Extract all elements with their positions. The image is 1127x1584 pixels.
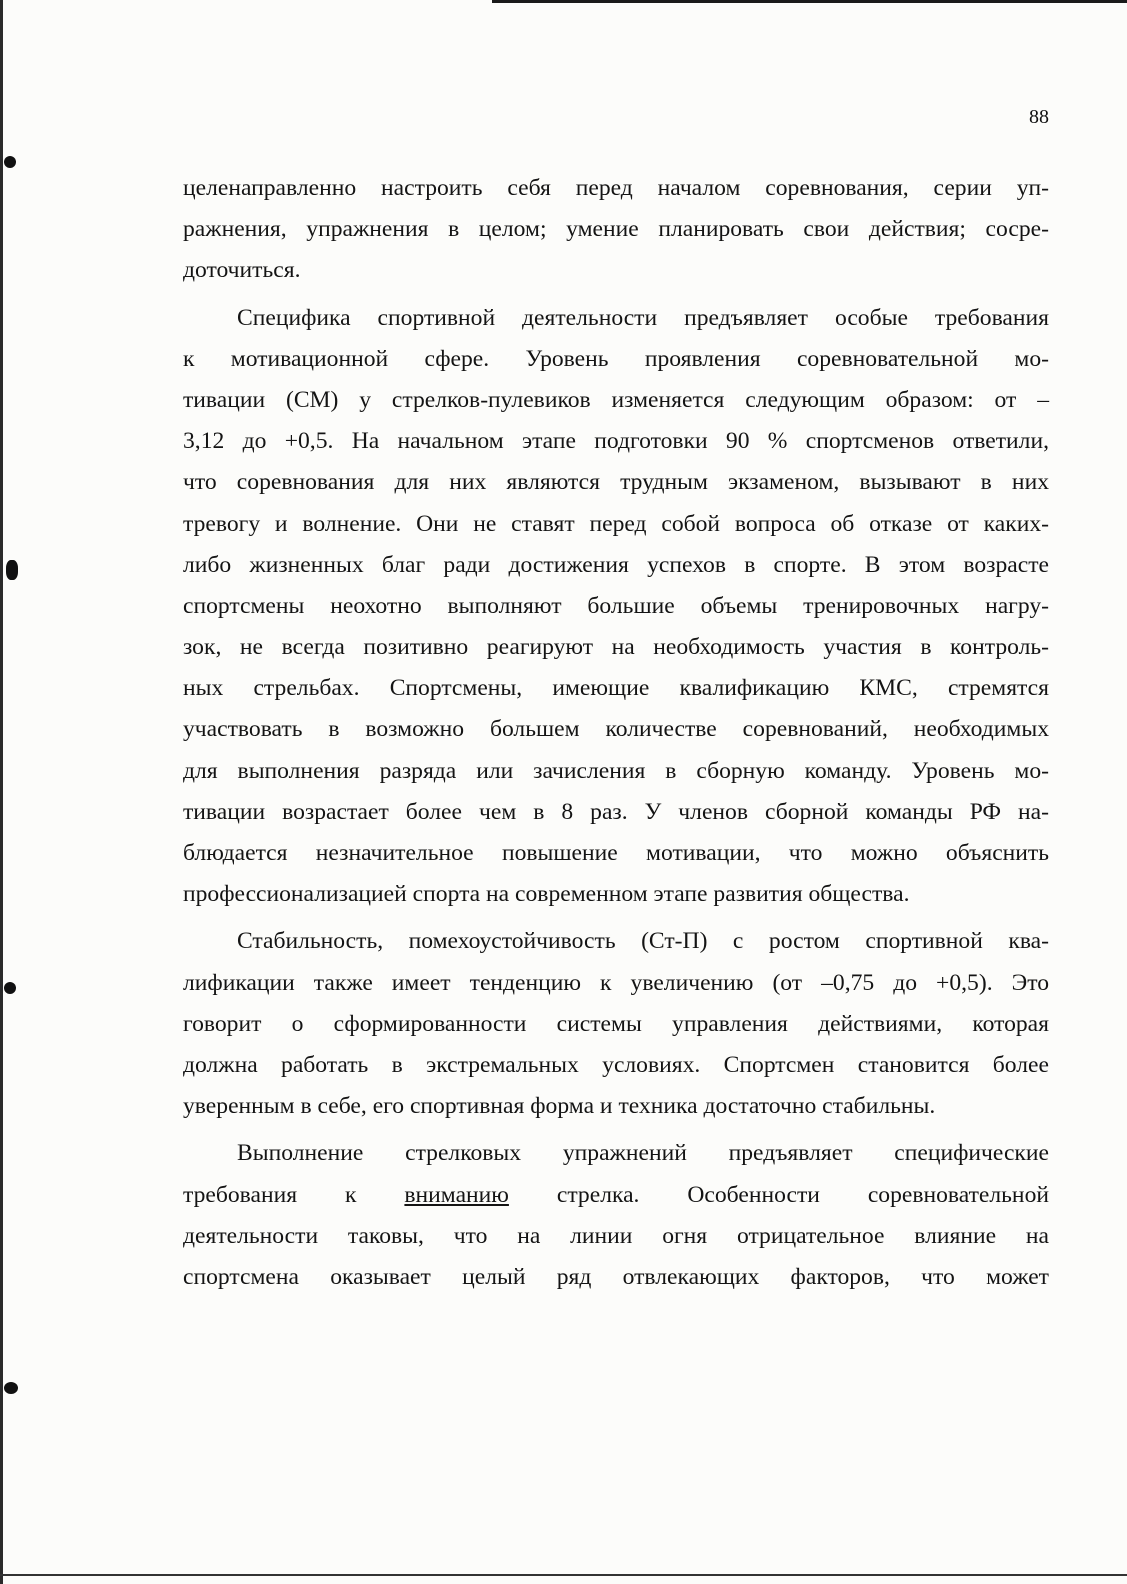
text-line: ражнения, упражнения в целом; умение планировать свои действия; сосре-	[183, 216, 1049, 243]
text-line: для выполнения разряда или зачисления в сборную команду. Уровень мо-	[183, 757, 1049, 784]
text-line: Стабильность, помехоустойчивость (Ст-П) с ростом спортивной ква-	[237, 928, 1049, 955]
text-line: зок, не всегда позитивно реагируют на необходимость участия в контроль-	[183, 634, 1049, 661]
text-line: что соревнования для них являются трудным экзаменом, вызывают в них	[183, 469, 1049, 496]
binding-hole-mark	[4, 982, 16, 994]
text-line: блюдается незначительное повышение мотивации, что можно объяснить	[183, 840, 1049, 866]
text-line: 3,12 до +0,5. На начальном этапе подготовки 90 % спортсменов ответили,	[183, 428, 1049, 455]
text-line: Специфика спортивной деятельности предъявляет особые требования	[237, 304, 1049, 331]
text-line: деятельности таковы, что на линии огня отрицательное влияние на	[183, 1222, 1049, 1249]
text-line: тивации (СМ) у стрелков-пулевиков изменяется следующим образом: от –	[183, 386, 1049, 413]
text-line: должна работать в экстремальных условиях. Спортсмен становится более	[183, 1051, 1049, 1078]
text-line: лификации также имеет тенденцию к увеличению (от –0,75 до +0,5). Это	[183, 969, 1049, 996]
text-line: уверенным в себе, его спортивная форма и техника достаточно стабильны.	[183, 1093, 936, 1120]
text-line: к мотивационной сфере. Уровень проявления соревновательной мо-	[183, 345, 1049, 372]
text-line: требования к вниманию стрелка. Особенности соревновательной	[183, 1181, 1049, 1208]
text-line: Выполнение стрелковых упражнений предъявляет специфические	[237, 1140, 1049, 1167]
binding-hole-mark	[6, 560, 18, 580]
text-line: спортсмены неохотно выполняют большие объемы тренировочных нагру-	[183, 592, 1049, 619]
text-line: либо жизненных благ ради достижения успехов в спорте. В этом возрасте	[183, 551, 1049, 578]
binding-hole-mark	[4, 1382, 18, 1394]
scan-top-edge-line	[492, 0, 1127, 3]
scan-left-edge-line	[0, 0, 3, 1584]
text-line: спортсмена оказывает целый ряд отвлекающих факторов, что может	[183, 1263, 1049, 1290]
scan-bottom-edge-line	[0, 1574, 1127, 1576]
body-text	[183, 168, 1049, 1298]
binding-hole-mark	[4, 156, 16, 168]
page-number: 88	[1029, 106, 1049, 128]
text-line: профессионализацией спорта на современном этапе развития общества.	[183, 881, 910, 908]
text-line: тивации возрастает более чем в 8 раз. У членов сборной команды РФ на-	[183, 798, 1049, 825]
text-line: тревогу и волнение. Они не ставят перед собой вопроса об отказе от каких-	[183, 510, 1049, 537]
text-line: целенаправленно настроить себя перед началом соревнования, серии уп-	[183, 175, 1049, 201]
underlined-word: вниманию	[404, 1181, 509, 1208]
text-line: участвовать в возможно большем количестве соревнований, необходимых	[183, 716, 1049, 743]
text-line: говорит о сформированности системы управления действиями, которая	[183, 1010, 1049, 1037]
text-line: ных стрельбах. Спортсмены, имеющие квалификацию КМС, стремятся	[183, 675, 1049, 702]
text-line: доточиться.	[183, 257, 301, 284]
